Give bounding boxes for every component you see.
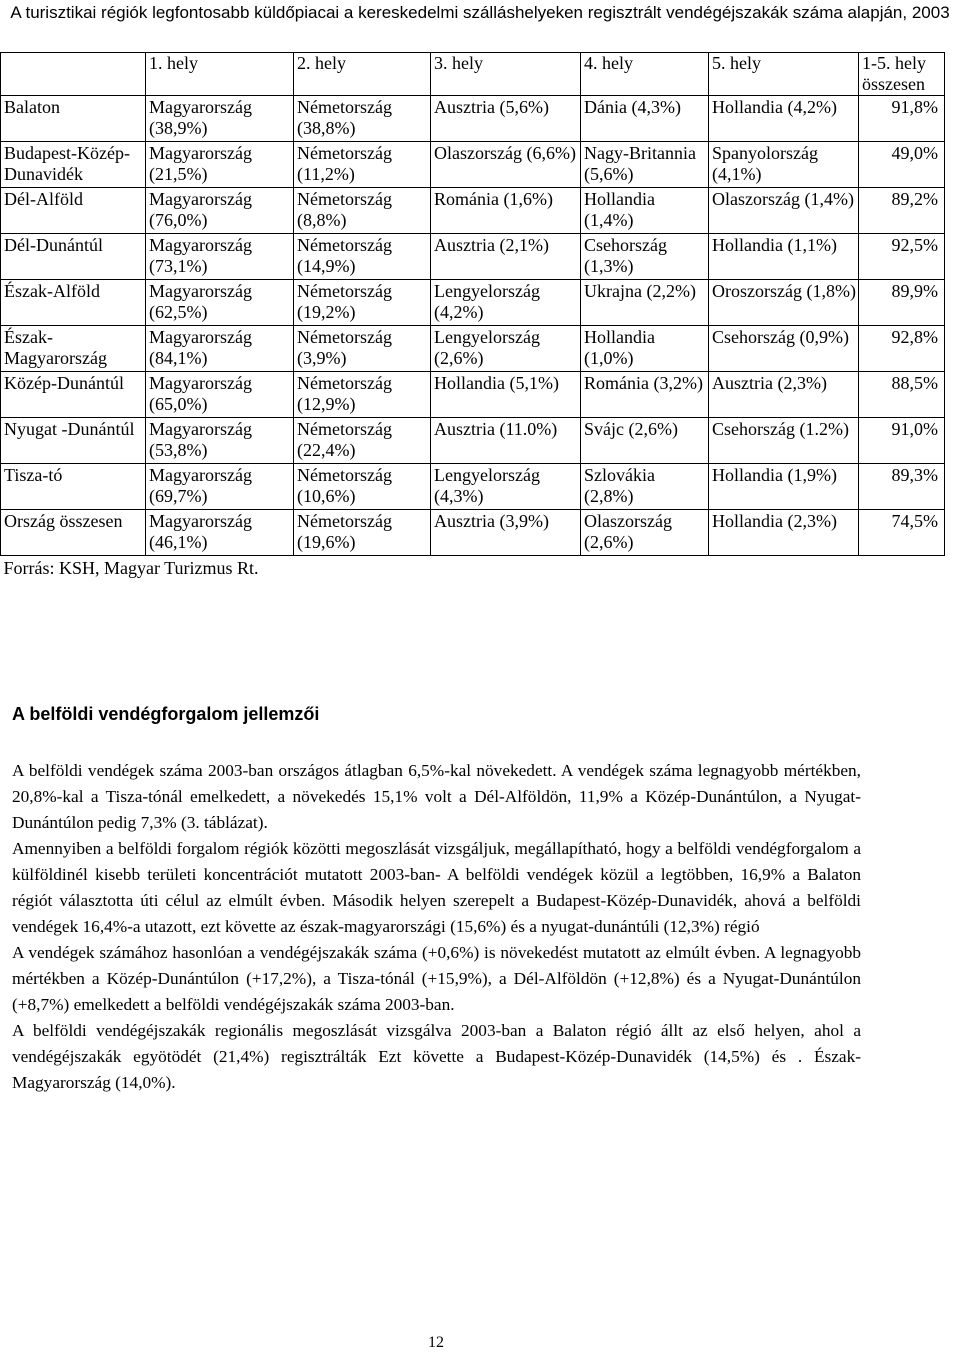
total-cell: 49,0% xyxy=(859,142,945,188)
rank-3-cell: Ausztria (3,9%) xyxy=(431,510,581,556)
paragraph: A vendégek számához hasonlóan a vendégéjszakák száma (+0,6%) is növekedést mutatott az elmúlt évben. A legnagyobb mértékben a Közép-Dunántúlon (+17,2%), a Tisza-tónál (+15,9%), a Dél-Alföldön (+12,8%) és a Nyugat-Dunántúlon (+8,7%) emelkedett a belföldi vendégéjszakák száma 2003-ban. xyxy=(12,943,861,1014)
paragraph: A belföldi vendégek száma 2003-ban országos átlagban 6,5%-kal növekedett. A vendégek száma legnagyobb mértékben, 20,8%-kal a Tisza-tónál emelkedett, a növekedés 15,1% volt a Dél-Alföldön, 11,9% a Közép-Dunántúlon, a Nyugat-Dunántúlon pedig 7,3% (3. táblázat). xyxy=(12,761,861,832)
header-rank-5: 5. hely xyxy=(709,53,859,96)
total-cell: 89,2% xyxy=(859,188,945,234)
rank-3-cell: Ausztria (2,1%) xyxy=(431,234,581,280)
region-cell: Budapest-Közép-Dunavidék xyxy=(1,142,146,188)
region-cell: Közép-Dunántúl xyxy=(1,372,146,418)
rank-4-cell: Hollandia (1,0%) xyxy=(581,326,709,372)
rank-2-cell: Németország (3,9%) xyxy=(294,326,431,372)
rank-4-cell: Románia (3,2%) xyxy=(581,372,709,418)
total-cell: 91,8% xyxy=(859,96,945,142)
rank-1-cell: Magyarország (53,8%) xyxy=(146,418,294,464)
rank-4-cell: Dánia (4,3%) xyxy=(581,96,709,142)
rank-4-cell: Ukrajna (2,2%) xyxy=(581,280,709,326)
rank-1-cell: Magyarország (76,0%) xyxy=(146,188,294,234)
rank-3-cell: Hollandia (5,1%) xyxy=(431,372,581,418)
header-region xyxy=(1,53,146,96)
rank-1-cell: Magyarország (62,5%) xyxy=(146,280,294,326)
header-total: 1-5. hely összesen xyxy=(859,53,945,96)
rank-5-cell: Csehország (1.2%) xyxy=(709,418,859,464)
table-row xyxy=(1,372,945,418)
region-cell: Nyugat -Dunántúl xyxy=(1,418,146,464)
table-row xyxy=(1,188,945,234)
rank-1-cell: Magyarország (65,0%) xyxy=(146,372,294,418)
table-row xyxy=(1,510,945,556)
rank-1-cell: Magyarország (73,1%) xyxy=(146,234,294,280)
rank-4-cell: Csehország (1,3%) xyxy=(581,234,709,280)
rank-2-cell: Németország (12,9%) xyxy=(294,372,431,418)
rank-2-cell: Németország (8,8%) xyxy=(294,188,431,234)
section-heading: A belföldi vendégforgalom jellemzői xyxy=(12,704,320,724)
rank-5-cell: Hollandia (2,3%) xyxy=(709,510,859,556)
header-rank-2: 2. hely xyxy=(294,53,431,96)
rank-4-cell: Nagy-Britannia (5,6%) xyxy=(581,142,709,188)
total-cell: 88,5% xyxy=(859,372,945,418)
rank-2-cell: Németország (19,6%) xyxy=(294,510,431,556)
table-title: A turisztikai régiók legfontosabb küldőpiacai a kereskedelmi szálláshelyeken regisztrált vendégéjszakák száma alapján, 2003 xyxy=(10,3,950,22)
page-number: 12 xyxy=(428,1334,444,1351)
rank-3-cell: Ausztria (5,6%) xyxy=(431,96,581,142)
table-row xyxy=(1,96,945,142)
total-cell: 89,3% xyxy=(859,464,945,510)
source-markets-table xyxy=(0,52,945,581)
rank-3-cell: Lengyelország (4,2%) xyxy=(431,280,581,326)
rank-4-cell: Szlovákia (2,8%) xyxy=(581,464,709,510)
rank-1-cell: Magyarország (84,1%) xyxy=(146,326,294,372)
rank-5-cell: Hollandia (4,2%) xyxy=(709,96,859,142)
rank-5-cell: Hollandia (1,9%) xyxy=(709,464,859,510)
rank-3-cell: Románia (1,6%) xyxy=(431,188,581,234)
rank-4-cell: Olaszország (2,6%) xyxy=(581,510,709,556)
rank-3-cell: Olaszország (6,6%) xyxy=(431,142,581,188)
rank-2-cell: Németország (14,9%) xyxy=(294,234,431,280)
rank-5-cell: Csehország (0,9%) xyxy=(709,326,859,372)
region-cell: Balaton xyxy=(1,96,146,142)
rank-4-cell: Svájc (2,6%) xyxy=(581,418,709,464)
paragraph: Amennyiben a belföldi forgalom régiók közötti megoszlását vizsgáljuk, megállapítható, hogy a belföldi vendégforgalom a külföldinél kisebb területi koncentrációt mutatott 2003-ban- A belföldi vendégek közül a legtöbben, 16,9% a Balaton régiót választotta úti célul az elmúlt évben. Második helyen szerepelt a Budapest-Közép-Dunavidék, ahová a belföldi vendégek 16,4%-a utazott, ezt követte az észak-magyarországi (15,6%) és a nyugat-dunántúli (12,3%) régió xyxy=(12,839,861,936)
table-source: Forrás: KSH, Magyar Turizmus Rt. xyxy=(1,556,945,582)
body-text xyxy=(12,758,861,1096)
rank-1-cell: Magyarország (38,9%) xyxy=(146,96,294,142)
total-cell: 92,8% xyxy=(859,326,945,372)
region-cell: Dél-Dunántúl xyxy=(1,234,146,280)
region-cell: Tisza-tó xyxy=(1,464,146,510)
rank-1-cell: Magyarország (21,5%) xyxy=(146,142,294,188)
region-cell: Észak-Alföld xyxy=(1,280,146,326)
table-row xyxy=(1,418,945,464)
table-header-row xyxy=(1,53,945,96)
table-row xyxy=(1,234,945,280)
total-cell: 91,0% xyxy=(859,418,945,464)
rank-4-cell: Hollandia (1,4%) xyxy=(581,188,709,234)
rank-3-cell: Ausztria (11.0%) xyxy=(431,418,581,464)
region-cell: Dél-Alföld xyxy=(1,188,146,234)
rank-1-cell: Magyarország (69,7%) xyxy=(146,464,294,510)
rank-2-cell: Németország (19,2%) xyxy=(294,280,431,326)
total-cell: 89,9% xyxy=(859,280,945,326)
rank-5-cell: Hollandia (1,1%) xyxy=(709,234,859,280)
rank-2-cell: Németország (10,6%) xyxy=(294,464,431,510)
region-cell: Észak-Magyarország xyxy=(1,326,146,372)
table-row xyxy=(1,280,945,326)
header-rank-4: 4. hely xyxy=(581,53,709,96)
rank-2-cell: Németország (11,2%) xyxy=(294,142,431,188)
rank-5-cell: Olaszország (1,4%) xyxy=(709,188,859,234)
region-cell: Ország összesen xyxy=(1,510,146,556)
table-footer-row xyxy=(1,556,945,582)
rank-5-cell: Ausztria (2,3%) xyxy=(709,372,859,418)
paragraph: A belföldi vendégéjszakák regionális megoszlását vizsgálva 2003-ban a Balaton régió állt az első helyen, ahol a vendégéjszakák egyötödét (21,4%) regisztrálták Ezt követte a Budapest-Közép-Dunavidék (14,5%) és . Észak-Magyarország (14,0%). xyxy=(12,1021,861,1092)
rank-5-cell: Spanyolország (4,1%) xyxy=(709,142,859,188)
rank-5-cell: Oroszország (1,8%) xyxy=(709,280,859,326)
total-cell: 74,5% xyxy=(859,510,945,556)
rank-3-cell: Lengyelország (2,6%) xyxy=(431,326,581,372)
rank-2-cell: Németország (22,4%) xyxy=(294,418,431,464)
table-row xyxy=(1,326,945,372)
rank-2-cell: Németország (38,8%) xyxy=(294,96,431,142)
table-row xyxy=(1,142,945,188)
rank-1-cell: Magyarország (46,1%) xyxy=(146,510,294,556)
total-cell: 92,5% xyxy=(859,234,945,280)
rank-3-cell: Lengyelország (4,3%) xyxy=(431,464,581,510)
table-row xyxy=(1,464,945,510)
header-rank-3: 3. hely xyxy=(431,53,581,96)
header-rank-1: 1. hely xyxy=(146,53,294,96)
